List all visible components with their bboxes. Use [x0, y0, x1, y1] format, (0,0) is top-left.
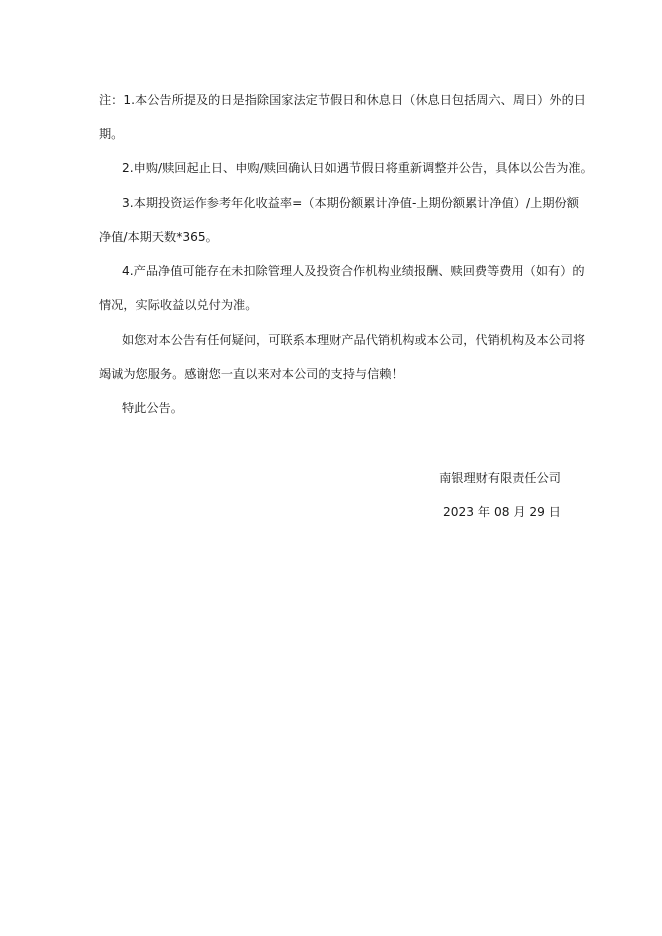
note-line-5: 净值/本期天数*365。 [99, 230, 218, 244]
note-line-6: 4.产品净值可能存在未扣除管理人及投资合作机构业绩报酬、赎回费等费用（如有）的 [122, 264, 585, 278]
closing-line: 特此公告。 [122, 401, 183, 415]
contact-line-2: 竭诚为您服务。感谢您一直以来对本公司的支持与信赖！ [99, 367, 404, 381]
note-line-2: 期。 [99, 127, 124, 141]
note-line-4: 3.本期投资运作参考年化收益率=（本期份额累计净值-上期份额累计净值）/上期份额 [122, 196, 579, 210]
contact-line-1: 如您对本公告有任何疑问，可联系本理财产品代销机构或本公司，代销机构及本公司将 [122, 333, 586, 347]
signature-date: 2023 年 08 月 29 日 [443, 505, 561, 519]
note-line-3: 2.申购/赎回起止日、申购/赎回确认日如遇节假日将重新调整并公告，具体以公告为准。 [122, 161, 593, 175]
note-line-7: 情况，实际收益以兑付为准。 [99, 298, 258, 312]
signature-company: 南银理财有限责任公司 [439, 471, 561, 485]
note-line-1: 注：1.本公告所提及的日是指除国家法定节假日和休息日（休息日包括周六、周日）外的日 [99, 93, 586, 107]
